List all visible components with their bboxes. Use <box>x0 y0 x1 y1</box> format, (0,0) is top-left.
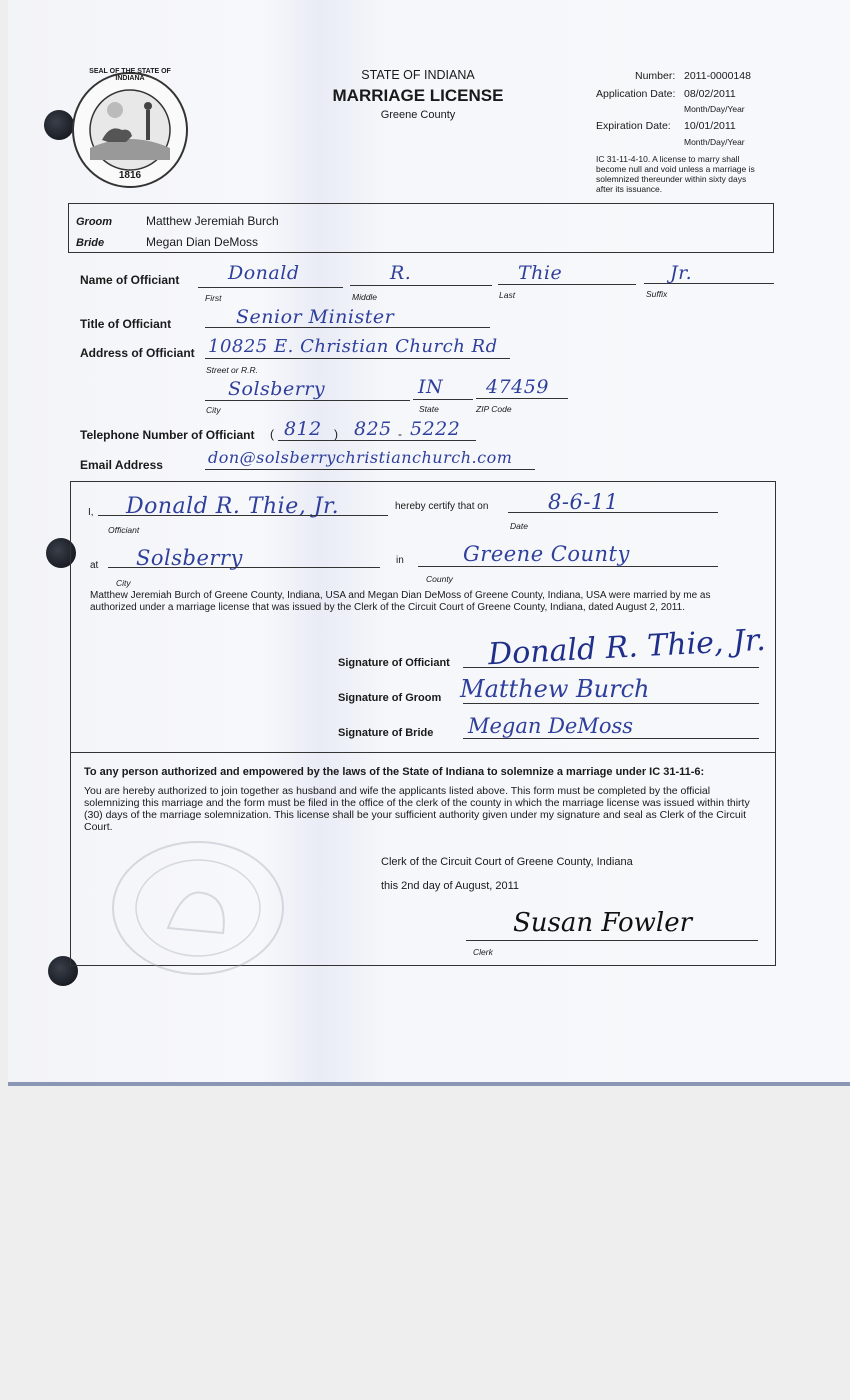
officiant-email: don@solsberrychristianchurch.com <box>208 448 513 467</box>
officiant-name-label: Name of Officiant <box>80 273 180 287</box>
cert-officiant-caption: Officiant <box>108 525 140 535</box>
officiant-signature: Donald R. Thie, Jr. <box>487 622 767 673</box>
officiant-first-name: Donald <box>228 262 300 284</box>
issue-day: this 2nd day of August, 2011 <box>381 880 520 892</box>
officiant-state: IN <box>418 376 444 398</box>
application-date: 08/02/2011 <box>684 88 736 100</box>
authorization-body: You are hereby authorized to join together as husband and wife the applicants listed above. This form must be completed by the official solemnizing this marriage and the form must be filed in the office of the clerk of the county in which the marriage license was issued within thirty (30) days of the marriage solemnization. This license shall be your sufficient authority given under my signature and seal as Clerk of the Circuit Court. <box>84 785 750 833</box>
cert-at-label: at <box>90 560 99 571</box>
state-heading: STATE OF INDIANA <box>361 68 475 82</box>
groom-name: Matthew Jeremiah Burch <box>146 214 279 228</box>
application-date-label: Application Date: <box>596 88 676 100</box>
license-number: 2011-0000148 <box>684 70 751 82</box>
exp-date-format: Month/Day/Year <box>684 137 745 147</box>
sig-bride-label: Signature of Bride <box>338 727 434 739</box>
last-caption: Last <box>499 290 516 300</box>
officiant-email-label: Email Address <box>80 458 163 472</box>
officiant-zip: 47459 <box>486 376 549 398</box>
validity-notice: IC 31-11-4-10. A license to marry shall become null and void unless a marriage is solemnized thereunder within sixty days after its issuance. <box>596 154 755 194</box>
county-heading: Greene County <box>380 109 456 121</box>
expiration-date-label: Expiration Date: <box>596 120 671 132</box>
sig-groom-label: Signature of Groom <box>338 692 442 704</box>
seal-year: 1816 <box>118 170 142 181</box>
clerk-signature: Susan Fowler <box>513 908 693 938</box>
officiant-phone-label: Telephone Number of Officiant <box>80 428 255 442</box>
first-caption: First <box>205 293 222 303</box>
clerk-of-court: Clerk of the Circuit Court of Greene County, Indiana <box>381 856 633 868</box>
cert-county-caption: County <box>426 574 453 584</box>
officiant-street: 10825 E. Christian Church Rd <box>208 336 498 357</box>
groom-signature: Matthew Burch <box>460 675 650 703</box>
sig-officiant-label: Signature of Officiant <box>338 657 450 669</box>
certification-box <box>70 481 776 753</box>
bride-label: Bride <box>76 237 105 249</box>
expiration-date: 10/01/2011 <box>684 120 736 132</box>
zip-caption: ZIP Code <box>476 404 512 414</box>
street-caption: Street or R.R. <box>206 365 258 375</box>
state-caption: State <box>419 404 439 414</box>
cert-officiant-name: Donald R. Thie, Jr. <box>126 494 340 519</box>
phone-prefix: 825 <box>354 418 392 440</box>
bride-name: Megan Dian DeMoss <box>146 235 259 249</box>
phone-area-code: 812 <box>284 418 322 440</box>
officiant-title: Senior Minister <box>236 306 395 328</box>
seal-text: SEAL OF THE STATE OF INDIANA <box>89 68 171 82</box>
cert-county: Greene County <box>463 542 630 566</box>
phone-line-number: 5222 <box>410 418 461 440</box>
clerk-embossed-seal <box>108 838 288 978</box>
cert-statement: Matthew Jeremiah Burch of Greene County, Indiana, USA and Megan Dian DeMoss of Greene County, Indiana, USA were married by me as authorized under a marriage license that was issued by the Clerk of the Circuit Court of Greene County, Indiana, dated August 2, 2011. <box>90 590 711 613</box>
number-label: Number: <box>635 70 676 82</box>
cert-date: 8-6-11 <box>548 490 619 514</box>
cert-city: Solsberry <box>136 546 243 570</box>
cert-i-label: I, <box>88 507 94 518</box>
license-title: MARRIAGE LICENSE <box>332 86 504 105</box>
officiant-last-name: Thie <box>518 262 563 284</box>
officiant-middle-name: R. <box>390 262 412 284</box>
officiant-suffix: Jr. <box>670 262 693 284</box>
state-seal <box>70 70 190 190</box>
middle-caption: Middle <box>352 292 378 302</box>
clerk-caption: Clerk <box>473 947 493 957</box>
officiant-city: Solsberry <box>228 378 326 400</box>
cert-city-caption: City <box>116 578 131 588</box>
authorization-heading: To any person authorized and empowered by the laws of the State of Indiana to solemnize a marriage under IC 31-11-6: <box>84 766 705 778</box>
app-date-format: Month/Day/Year <box>684 104 745 114</box>
suffix-caption: Suffix <box>646 289 668 299</box>
city-caption: City <box>206 405 221 415</box>
officiant-title-label: Title of Officiant <box>80 317 172 331</box>
cert-in-label: in <box>396 555 404 566</box>
marriage-license-document: SEAL OF THE STATE OF INDIANA 1816 STATE OF INDIANA MARRIAGE LICENSE Greene County Number: 2011-0000148 Application Date: 08/02/2011 Month/Day/Year Expiration Date: 10/01/2011 Month/Day/Year IC 31-11-4-10. A license to marry shall become null and void unless a marriage is solemnized thereunder within sixty days after its issuance. Groom Matthew Jeremiah Burch Bride Megan Dian DeMoss Name of Officiant Donald First R. Middle Thie Last Jr. Suffix Title of Officiant Senior Minister Address of Officiant 10825 E. Christian Church Rd Street or R.R. Solsberry City IN State 47459 ZIP Code Telephone Number of Officiant ( 812 ) 825 - 5222 Email Address don@solsberrychristianchurch.com I, Donald R. Thie, Jr. Officiant hereby certify that on 8-6-11 Date at Solsberry City in Greene County County Matthew Jeremiah Burch of Greene County, Indiana, USA and Megan Dian DeMoss of Greene County, Indiana, USA were married by me as authorized under a marriage license that was issued by the Clerk of the Circuit Court of Greene County, Indiana, dated August 2, 2011. Signature of Officiant Donald R. Thie, Jr. Signature of Groom Matthew Burch Signature of Bride Megan DeMoss To any person authorized and empowered by the laws of the State of Indiana to solemnize a marriage under IC 31-11-6: You are hereby authorized to join together as husband and wife the applicants listed above. This form must be completed by the official solemnizing this marriage and the form must be filed in the office of the clerk of the county in which the marriage license was issued within thirty (30) days of the marriage solemnization. This license shall be your sufficient authority given under my signature and seal as Clerk of the Circuit Court. Clerk of the Circuit Court of Greene County, Indiana this 2nd day of August, 2011 Susan Fowler Clerk <box>8 0 850 1086</box>
groom-label: Groom <box>76 216 113 228</box>
certify-text: hereby certify that on <box>395 501 489 512</box>
officiant-address-label: Address of Officiant <box>80 346 195 360</box>
bride-signature: Megan DeMoss <box>468 714 634 738</box>
date-caption: Date <box>510 521 528 531</box>
